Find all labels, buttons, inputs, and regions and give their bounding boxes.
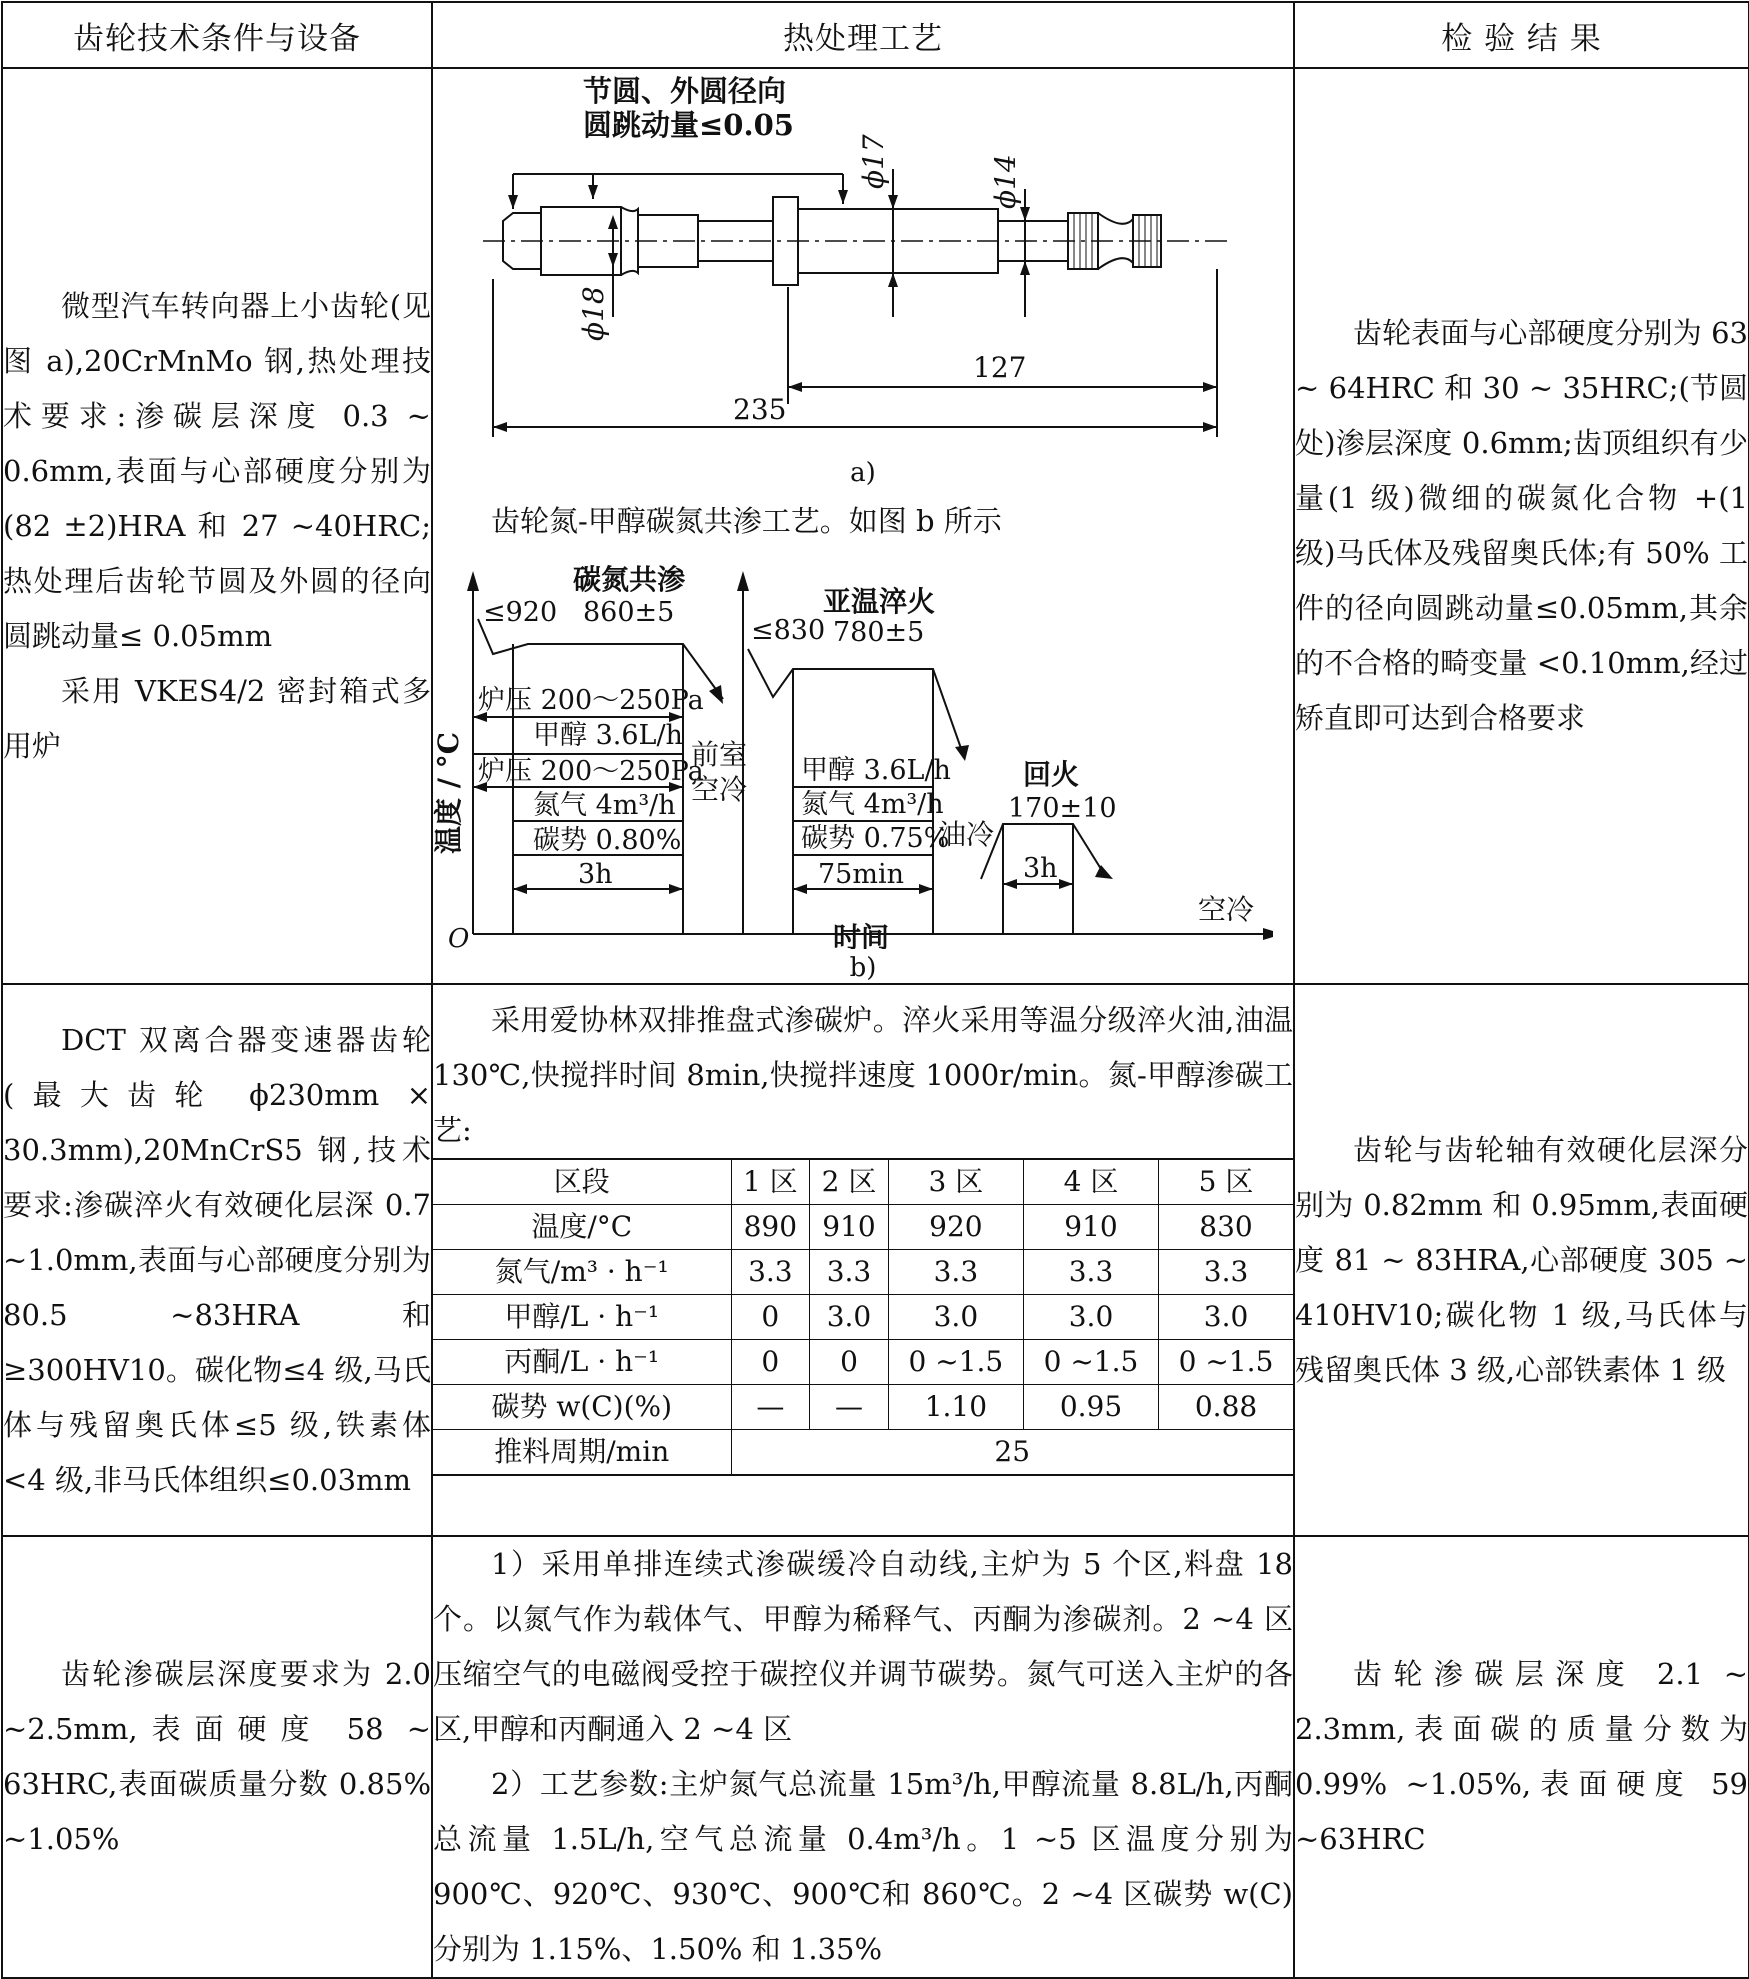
fig-b-stage1-max: ≤920 [483,597,558,628]
table-cell: 0 [731,1340,810,1385]
table-header-cell: 3 区 [888,1159,1023,1205]
fig-b-cool2: 油冷 [938,818,995,851]
table-cell: 910 [1023,1205,1158,1250]
fig-b-stage2-title: 亚温淬火 [823,585,936,618]
figure-a-caption: a) [850,458,876,488]
table-cell: 1.10 [888,1385,1023,1430]
fig-b-s1-l5: 碳势 0.80% [533,825,682,856]
process-curve [433,549,1273,949]
fig-b-cool3: 空冷 [1198,893,1255,926]
row3-process [432,1536,1294,1978]
row2-process [432,984,1294,1536]
row3-conditions [2,1536,432,1978]
table-row [2,68,1749,984]
shaft-drawing [433,69,1273,454]
fig-b-stage1-title: 碳氮共渗 [573,563,686,596]
table-cell: — [810,1385,889,1430]
fig-b-cool1-b: 空冷 [691,773,748,806]
table-cell: 氮气/m³ · h⁻¹ [433,1250,731,1295]
fig-a-note-line1: 节圆、外圆径向 [583,74,787,108]
table-cell: 碳势 w(C)(%) [433,1385,731,1430]
table-cell: 3.0 [888,1295,1023,1340]
figure-b-caption: b) [849,953,877,983]
table-row [433,1295,1293,1340]
row1-equipment-text: 采用 VKES4/2 密封箱式多用炉 [3,673,431,763]
row1-results [1294,68,1749,984]
table-header-row [433,1159,1293,1205]
table-cell: 0.88 [1159,1385,1293,1430]
fig-b-s1-l2: 甲醇 3.6L/h [533,720,683,751]
table-header-cell: 2 区 [810,1159,889,1205]
fig-b-cool1-a: 前室 [691,738,748,771]
table-cell: 0 [731,1295,810,1340]
table-row [433,1250,1293,1295]
table-cell: 830 [1159,1205,1293,1250]
table-header-cell: 4 区 [1023,1159,1158,1205]
table-cell: 3.3 [888,1250,1023,1295]
row2-conditions-text: DCT 双离合器变速器齿轮(最大齿轮 ϕ230mm × 30.3mm),20MnCrS5 钢,技术要求:渗碳淬火有效硬化层深 0.7 ~1.0mm,表面与心部硬度分别为 80.5 ~83HRA 和≥300HV10。碳化物≤4 级,马氏体与残留奥氏体≤5 级,铁素体 <4 级,非马氏体组织≤0.03mm [3,1022,431,1497]
table-cell: 3.3 [1159,1250,1293,1295]
table-cell: 3.3 [810,1250,889,1295]
figure-b [433,549,1293,983]
header-col-conditions: 齿轮技术条件与设备 [2,2,432,68]
table-cell: 0 ~1.5 [888,1340,1023,1385]
process-table [1,1,1749,1979]
table-cell: 0 ~1.5 [1023,1340,1158,1385]
fig-b-s3-time: 3h [1023,853,1058,884]
table-row [2,984,1749,1536]
fig-b-xlabel: 时间 [833,921,890,949]
row1-process-text: 齿轮氮-甲醇碳氮共渗工艺。如图 b 所示 [491,504,1002,538]
table-cell: — [731,1385,810,1430]
table-row [433,1385,1293,1430]
fig-a-dim-127: 127 [973,351,1027,384]
table-cell: 丙酮/L · h⁻¹ [433,1340,731,1385]
fig-b-s1-l3: 炉压 200～250Pa [478,756,704,787]
fig-b-origin: O [448,924,470,949]
fig-b-s2-l1: 甲醇 3.6L/h [801,755,951,786]
table-cell: 890 [731,1205,810,1250]
fig-a-dim-d17: ϕ17 [857,134,890,189]
fig-b-stage3-temp: 170±10 [1008,793,1117,824]
carburizing-parameters-table [433,1158,1293,1476]
fig-b-s1-l1: 炉压 200～250Pa [478,685,704,716]
row2-results-text: 齿轮与齿轮轴有效硬化层深分别为 0.82mm 和 0.95mm,表面硬度 81 ~ 83HRA,心部硬度 305 ~ 410HV10;碳化物 1 级,马氏体与残留奥氏体 3 级,心部铁素体 1 级 [1295,1132,1748,1387]
fig-a-dim-d14: ϕ14 [989,154,1022,209]
row3-results [1294,1536,1749,1978]
table-cell: 3.3 [1023,1250,1158,1295]
header-row [2,2,1749,68]
row1-conditions-text: 微型汽车转向器上小齿轮(见图 a),20CrMnMo 钢,热处理技术要求:渗碳层深度 0.3 ~ 0.6mm,表面与心部硬度分别为(82 ±2)HRA 和 27 ~40HRC;热处理后齿轮节圆及外圆的径向圆跳动量≤ 0.05mm [3,288,431,653]
table-header-cell: 区段 [433,1159,731,1205]
row3-results-text: 齿轮渗碳层深度 2.1 ~ 2.3mm,表面碳的质量分数为 0.99% ~1.05%,表面硬度 59 ~63HRC [1295,1657,1748,1856]
row1-conditions [2,68,432,984]
table-cell: 温度/°C [433,1205,731,1250]
fig-a-dim-d18: ϕ18 [577,286,610,341]
fig-b-s2-time: 75min [818,859,904,890]
table-cell: 甲醇/L · h⁻¹ [433,1295,731,1340]
table-cell: 3.0 [810,1295,889,1340]
row3-process-step1: 1）采用单排连续式渗碳缓冷自动线,主炉为 5 个区,料盘 18 个。以氮气作为载体气、甲醇为稀释气、丙酮为渗碳剂。2 ~4 区压缩空气的电磁阀受控于碳控仪并调节碳势。氮气可送入主炉的各区,甲醇和丙酮通入 2 ~4 区 [433,1547,1293,1746]
row2-results [1294,984,1749,1536]
row2-process-text: 采用爱协林双排推盘式渗碳炉。淬火采用等温分级淬火油,油温 130℃,快搅拌时间 8min,快搅拌速度 1000r/min。氮-甲醇渗碳工艺: [433,1003,1293,1147]
table-row [433,1205,1293,1250]
fig-b-ylabel: 温度 / °C [433,731,465,854]
table-row [433,1430,1293,1476]
table-cell: 25 [731,1430,1293,1476]
fig-b-stage3-title: 回火 [1023,758,1080,791]
row2-conditions [2,984,432,1536]
table-cell: 3.0 [1159,1295,1293,1340]
fig-b-stage2-temp: 780±5 [833,617,925,648]
table-cell: 3.0 [1023,1295,1158,1340]
fig-a-dim-235: 235 [733,393,787,426]
row1-results-text: 齿轮表面与心部硬度分别为 63 ~ 64HRC 和 30 ~ 35HRC;(节圆处)渗层深度 0.6mm;齿顶组织有少量(1 级)微细的碳氮化合物 +(1 级)马氏体及残留奥氏体;有 50% 工件的径向圆跳动量≤0.05mm,其余的不合格的畸变量 <0.10mm,经过矫直即可达到合格要求 [1295,316,1748,735]
row3-conditions-text: 齿轮渗碳层深度要求为 2.0 ~2.5mm,表面硬度 58 ~ 63HRC,表面碳质量分数 0.85% ~1.05% [3,1657,431,1856]
figure-a [433,69,1293,488]
fig-b-s2-l3: 碳势 0.75% [801,823,950,854]
table-cell: 推料周期/min [433,1430,731,1476]
table-cell: 0.95 [1023,1385,1158,1430]
table-cell: 920 [888,1205,1023,1250]
table-cell: 3.3 [731,1250,810,1295]
table-header-cell: 1 区 [731,1159,810,1205]
header-col-process: 热处理工艺 [432,2,1294,68]
table-cell: 910 [810,1205,889,1250]
header-col-results: 检 验 结 果 [1294,2,1749,68]
fig-a-note-line2: 圆跳动量≤0.05 [583,108,794,142]
table-row [2,1536,1749,1978]
table-cell: 0 ~1.5 [1159,1340,1293,1385]
fig-b-s1-time: 3h [578,859,613,890]
row3-process-step2: 2）工艺参数:主炉氮气总流量 15m³/h,甲醇流量 8.8L/h,丙酮总流量 1.5L/h,空气总流量 0.4m³/h。1 ~5 区温度分别为 900℃、920℃、930℃、900℃和 860℃。2 ~4 区碳势 w(C)分别为 1.15%、1.50% 和 1.35% [433,1767,1293,1966]
fig-b-stage2-max: ≤830 [751,615,826,646]
table-header-cell: 5 区 [1159,1159,1293,1205]
table-row [433,1340,1293,1385]
row1-process [432,68,1294,984]
table-cell: 0 [810,1340,889,1385]
fig-b-s1-l4: 氮气 4m³/h [533,790,676,821]
fig-b-stage1-temp: 860±5 [583,597,675,628]
fig-b-s2-l2: 氮气 4m³/h [801,789,944,820]
